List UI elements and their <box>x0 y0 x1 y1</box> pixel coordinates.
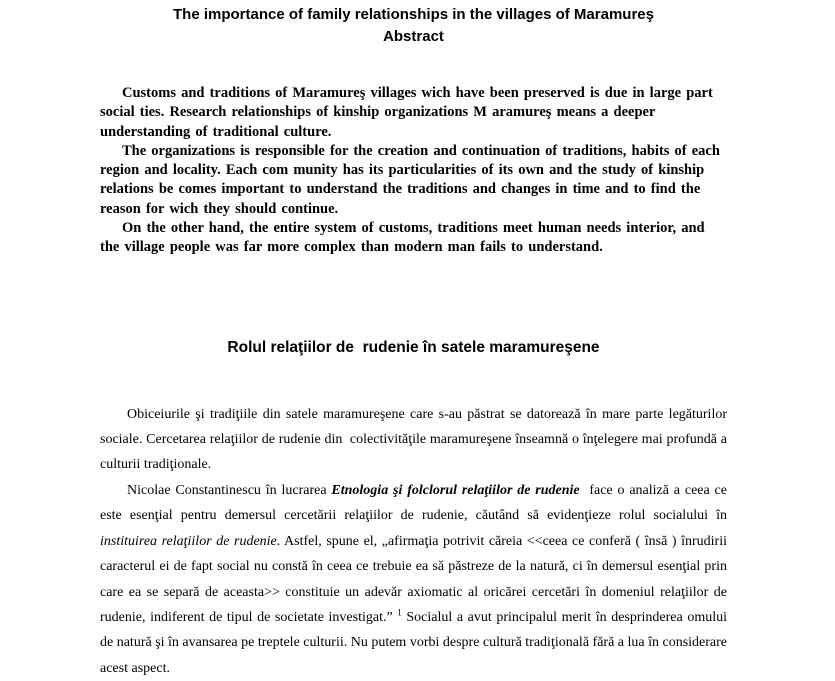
romanian-body-section <box>100 402 727 681</box>
abstract-section <box>100 84 727 258</box>
text-run: face o analiză a ceea ce este esenţial pentru demersul cercetării relaţiilor de rudenie, căutând să evidenţieze rolul socialului în <box>100 482 727 524</box>
text-run: Socialul a avut principalul merit în desprinderea omului de natură şi în avansarea pe treptele culturii. Nu putem vorbi despre cultură tradiţională fără a lua în considerare acest aspect. <box>100 609 728 676</box>
footnote-reference: 1 <box>397 607 402 618</box>
text-run: Nicolae Constantinescu în lucrarea <box>127 482 332 498</box>
body-paragraph <box>100 402 727 478</box>
text-run: . Astfel, spune el, „afirmaţia potrivit căreia <<ceea ce conferă ( însă ) înrudirii caracterul ei de fapt social nu constă în ceea ce trebuie ea să păstreze de la natură, ci în demersul esenţial prin care ea se separă de aceasta>> constituie un adevăr axiomatic al oricărei cercetări în domeniul relaţiilor de rudenie, indiferent de tipul de societate investigat.” <box>100 533 728 625</box>
abstract-paragraph: On the other hand, the entire system of customs, traditions meet human needs interior, and the village people was far more complex than modern man fails to understand. <box>100 220 705 256</box>
abstract-paragraph: The organizations is responsible for the creation and continuation of traditions, habits of each region and locality. Each com munity has its particularities of its own and the study of kinship relations be comes important to understand the traditions and changes in time and to find the reason for wich they should continue. <box>100 142 720 217</box>
title-line-1: The importance of family relationships in the villages of Maramureş <box>173 6 654 23</box>
section-title: Rolul relaţiilor de rudenie în satele maramureşene <box>227 338 600 356</box>
abstract-paragraph: Customs and traditions of Maramureş villages wich have been preserved is due in large part social ties. Research relationships of kinship organizations M aramureş means a deeper understanding of traditional culture. <box>100 85 713 140</box>
body-paragraph <box>100 478 727 681</box>
text-run: instituirea relaţiilor de rudenie <box>100 533 277 549</box>
text-run: Etnologia şi folclorul relaţiilor de rudenie <box>331 482 580 498</box>
document-title <box>100 4 727 48</box>
title-line-2: Abstract <box>383 28 444 45</box>
text-run: Obiceiurile şi tradiţiile din satele maramureşene care s-au păstrat se datorează în mare parte legăturilor sociale. Cercetarea relaţiilor de rudenie din colectivităţile maramureşene înseamnă o înţelegere mai profundă a culturii tradiţionale. <box>100 406 727 473</box>
